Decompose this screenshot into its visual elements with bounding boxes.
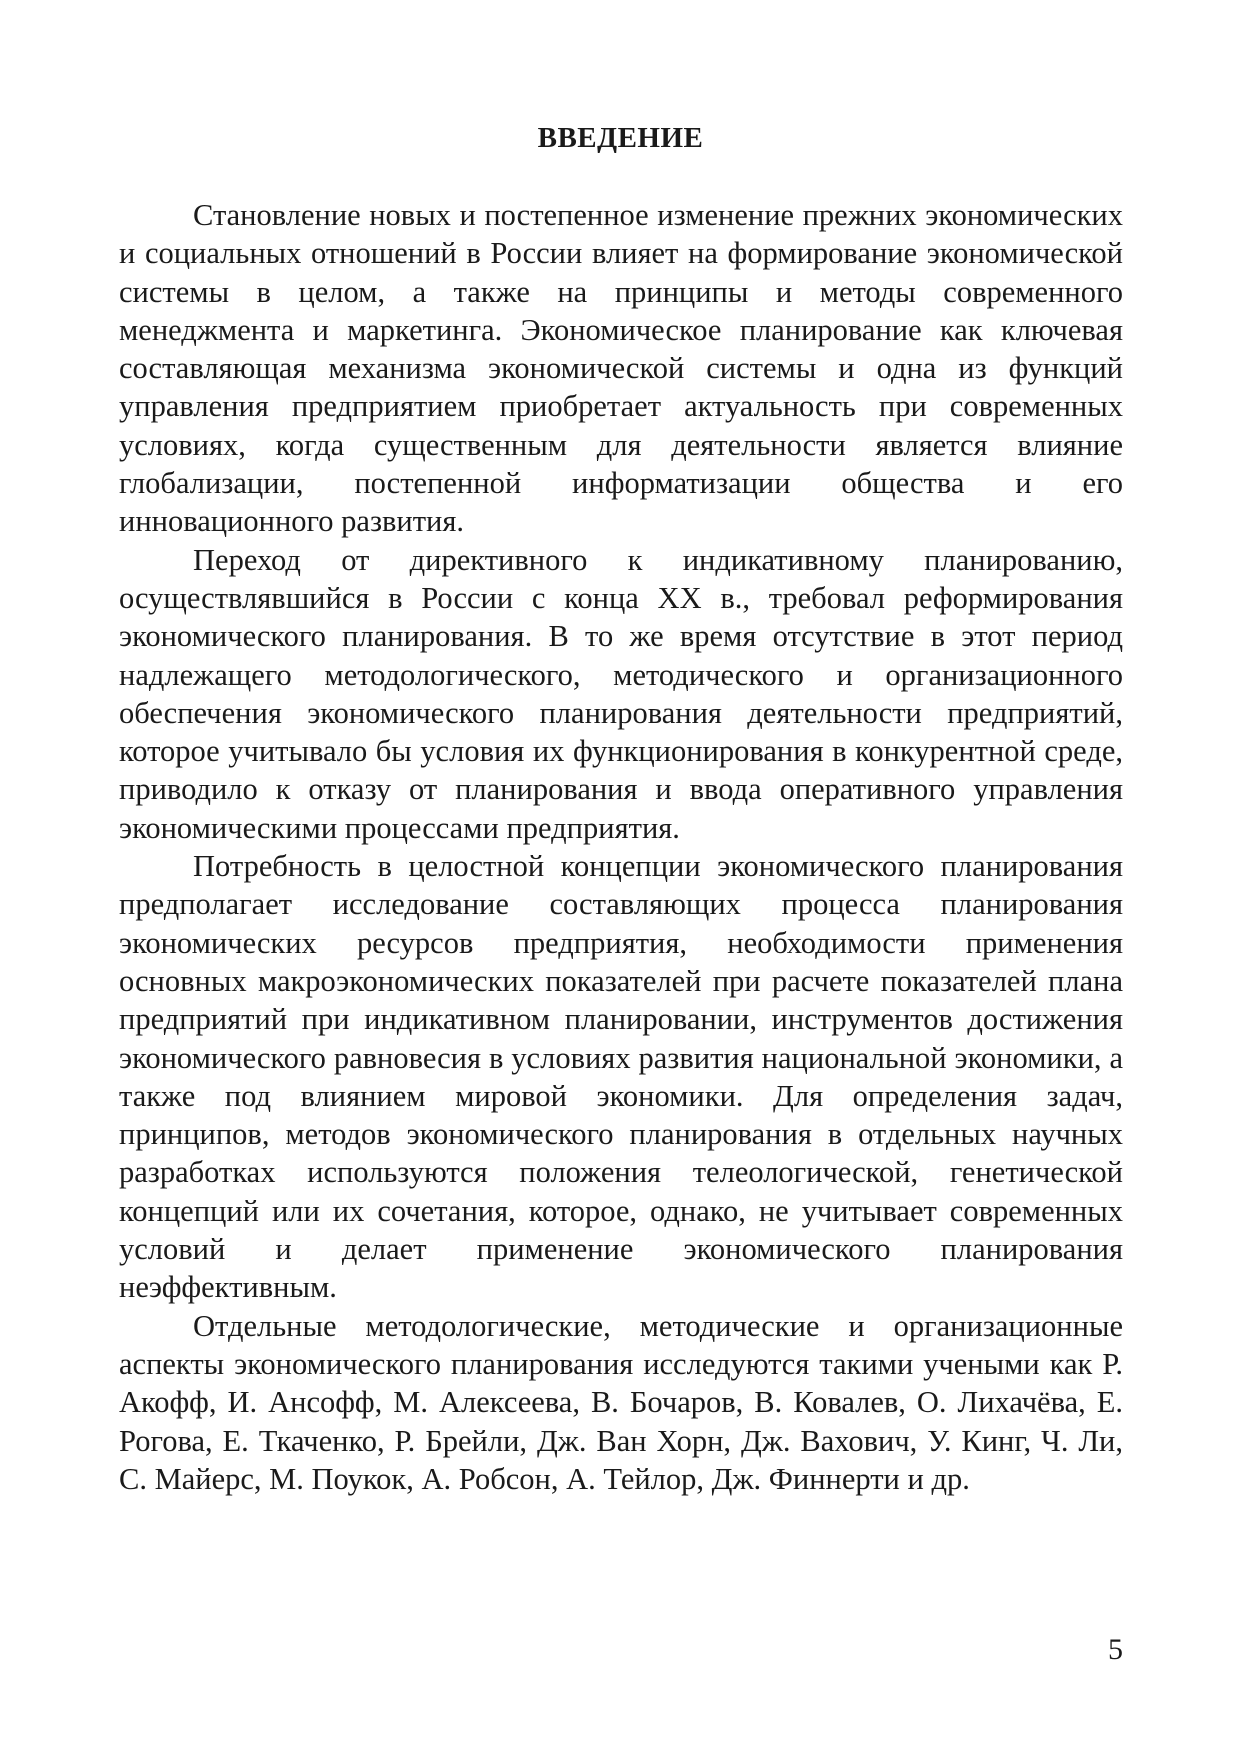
page-title: ВВЕДЕНИЕ [537, 122, 704, 154]
paragraph-2: Переход от директивного к индикативному планированию, осуществлявшийся в России с конца XX в., требовал реформирования экономического планирования. В то же время отсутствие в этот период надлежащего методологического, методического и организационного обеспечения экономического планирования деятельности предприятий, которое учитывало бы условия их функционирования в конкурентной среде, приводило к отказу от планирования и ввода оперативного управления экономическими процессами предприятия. [119, 542, 1123, 845]
paragraph-4: Отдельные методологические, методические и организационные аспекты экономического планирования исследуются такими учеными как Р. Акофф, И. Ансофф, М. Алексеева, В. Бочаров, В. Ковалев, О. Лихачёва, Е. Рогова, Е. Ткаченко, Р. Брейли, Дж. Ван Хорн, Дж. Вахович, У. Кинг, Ч. Ли, С. Майерс, М. Поукок, А. Робсон, А. Тейлор, Дж. Финнерти и др. [119, 1308, 1123, 1496]
page-number: 5 [1108, 1633, 1123, 1666]
paragraph-1: Становление новых и постепенное изменение прежних экономических и социальных отношений в России влияет на формирование экономической системы в целом, а также на принципы и методы современного менеджмента и маркетинга. Экономическое планирование как ключевая составляющая механизма экономической системы и одна из функций управления предприятием приобретает актуальность при современных условиях, когда существенным для деятельности является влияние глобализации, постепенной информатизации общества и его инновационного развития. [119, 198, 1123, 539]
paragraph-3: Потребность в целостной концепции экономического планирования предполагает исследование составляющих процесса планирования экономических ресурсов предприятия, необходимости применения основных макроэкономических показателей при расчете показателей плана предприятий при индикативном планировании, инструментов достижения экономического равновесия в условиях развития национальной экономики, а также под влиянием мировой экономики. Для определения задач, принципов, методов экономического планирования в отдельных научных разработках используются положения телеологической, генетической концепций или их сочетания, которое, однако, не учитывает современных условий и делает применение экономического планирования неэффективным. [119, 849, 1123, 1305]
body-text [119, 196, 1123, 1498]
